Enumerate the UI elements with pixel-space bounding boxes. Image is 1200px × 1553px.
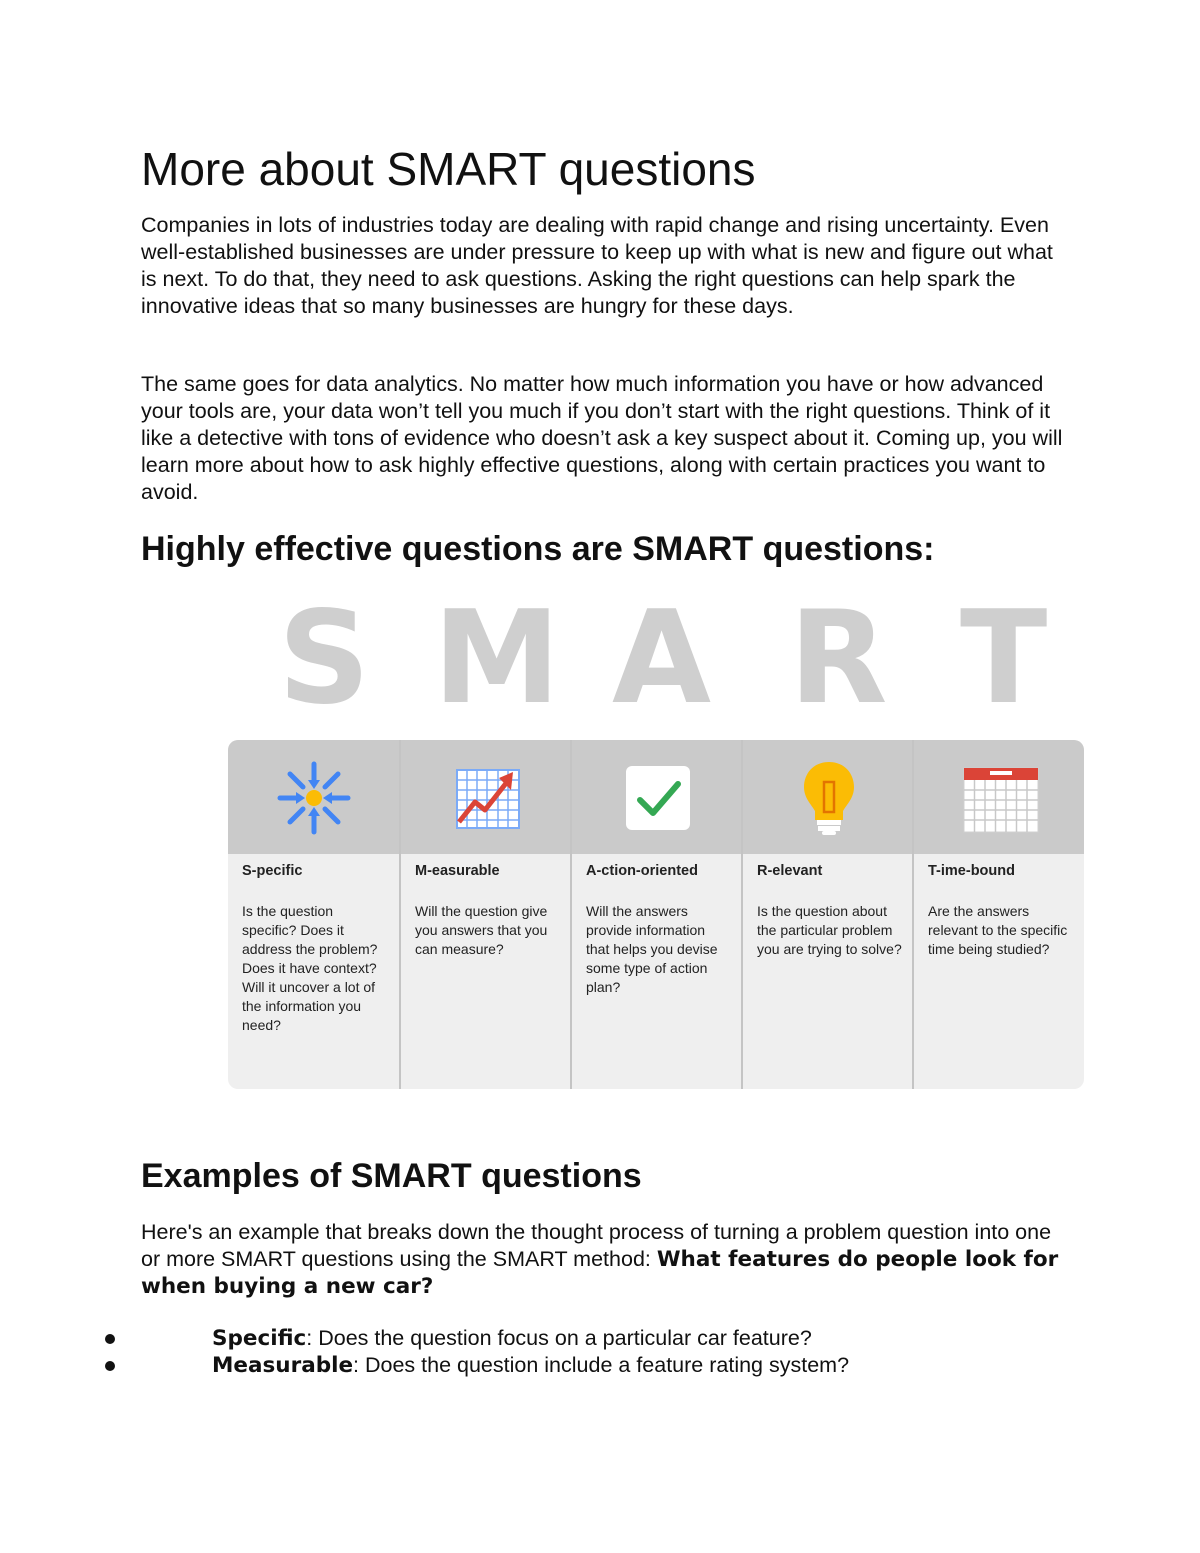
lightbulb-icon	[789, 758, 869, 838]
criterion-description: Will the question give you answers that you can measure?	[415, 903, 548, 957]
intro-paragraph-1: Companies in lots of industries today are dealing with rapid change and rising uncertainty. Even well-established businesses are under pressure to keep up with what is new and figure out what is next. To do that, they need to ask questions. Asking the right questions can help spark the innovative ideas that so many businesses are hungry for these days.	[141, 213, 1053, 318]
smart-letter-s: S	[278, 584, 371, 733]
smart-letter-a: A	[612, 584, 712, 733]
bullet-dot-icon	[105, 1334, 115, 1344]
calendar-icon	[960, 758, 1040, 838]
list-item-rest: : Does the question include a feature rating system?	[353, 1353, 850, 1377]
list-item-text	[212, 1352, 849, 1379]
list-item-term: Specific	[212, 1326, 307, 1351]
smart-column-time-bound	[912, 740, 1084, 1089]
criterion-title: A-ction-oriented	[586, 863, 698, 879]
section-heading-examples: Examples of SMART questions	[141, 1157, 642, 1195]
smart-column-measurable	[399, 740, 572, 1089]
rising-chart-icon	[447, 758, 527, 838]
criterion-description: Are the answers relevant to the specific time being studied?	[928, 903, 1068, 957]
criterion-description: Is the question about the particular problem you are trying to solve?	[757, 903, 902, 957]
criterion-description: Is the question specific? Does it address the problem? Does it have context? Will it uncover a lot of the information you need?	[242, 903, 378, 1033]
criterion-title: S-pecific	[242, 863, 303, 879]
icon-band	[914, 740, 1084, 854]
criterion-title: T-ime-bound	[928, 863, 1015, 879]
smart-column-relevant	[741, 740, 914, 1089]
smart-criteria-card	[228, 740, 1084, 1089]
list-item-term: Measurable	[212, 1353, 354, 1378]
list-item-text	[212, 1325, 812, 1352]
icon-band	[228, 740, 399, 854]
example-question: What features do people look for when buying a new car?	[141, 1247, 1059, 1299]
smart-letters	[278, 584, 1078, 733]
burst-target-icon	[274, 758, 354, 838]
icon-band	[743, 740, 914, 854]
icon-band	[401, 740, 572, 854]
intro-paragraph-2: The same goes for data analytics. No matter how much information you have or how advanced your tools are, your data won’t tell you much if you don’t start with the right questions. Think of it like a detective with tons of evidence who doesn’t ask a key suspect about it. Coming up, you will learn more about how to ask highly effective questions, along with certain practices you want to avoid.	[141, 372, 1063, 504]
smart-column-action-oriented	[570, 740, 743, 1089]
criterion-title: R-elevant	[757, 863, 823, 879]
bullet-dot-icon	[105, 1361, 115, 1371]
smart-letter-r: R	[789, 584, 888, 733]
smart-letter-t: T	[960, 584, 1048, 733]
smart-letter-m: M	[433, 584, 561, 733]
checkmark-icon	[618, 758, 698, 838]
page-title: More about SMART questions	[141, 143, 756, 195]
section-heading-smart: Highly effective questions are SMART questions:	[141, 530, 935, 568]
icon-band	[572, 740, 743, 854]
criterion-title: M-easurable	[415, 863, 500, 879]
smart-column-specific	[228, 740, 399, 1089]
example-paragraph	[141, 1219, 1071, 1300]
example-intro: Here's an example that breaks down the thought process of turning a problem question into one or more SMART questions using the SMART method:	[141, 1220, 1052, 1271]
criterion-description: Will the answers provide information that helps you devise some type of action plan?	[586, 903, 718, 995]
list-item-rest: : Does the question focus on a particular car feature?	[306, 1326, 812, 1350]
